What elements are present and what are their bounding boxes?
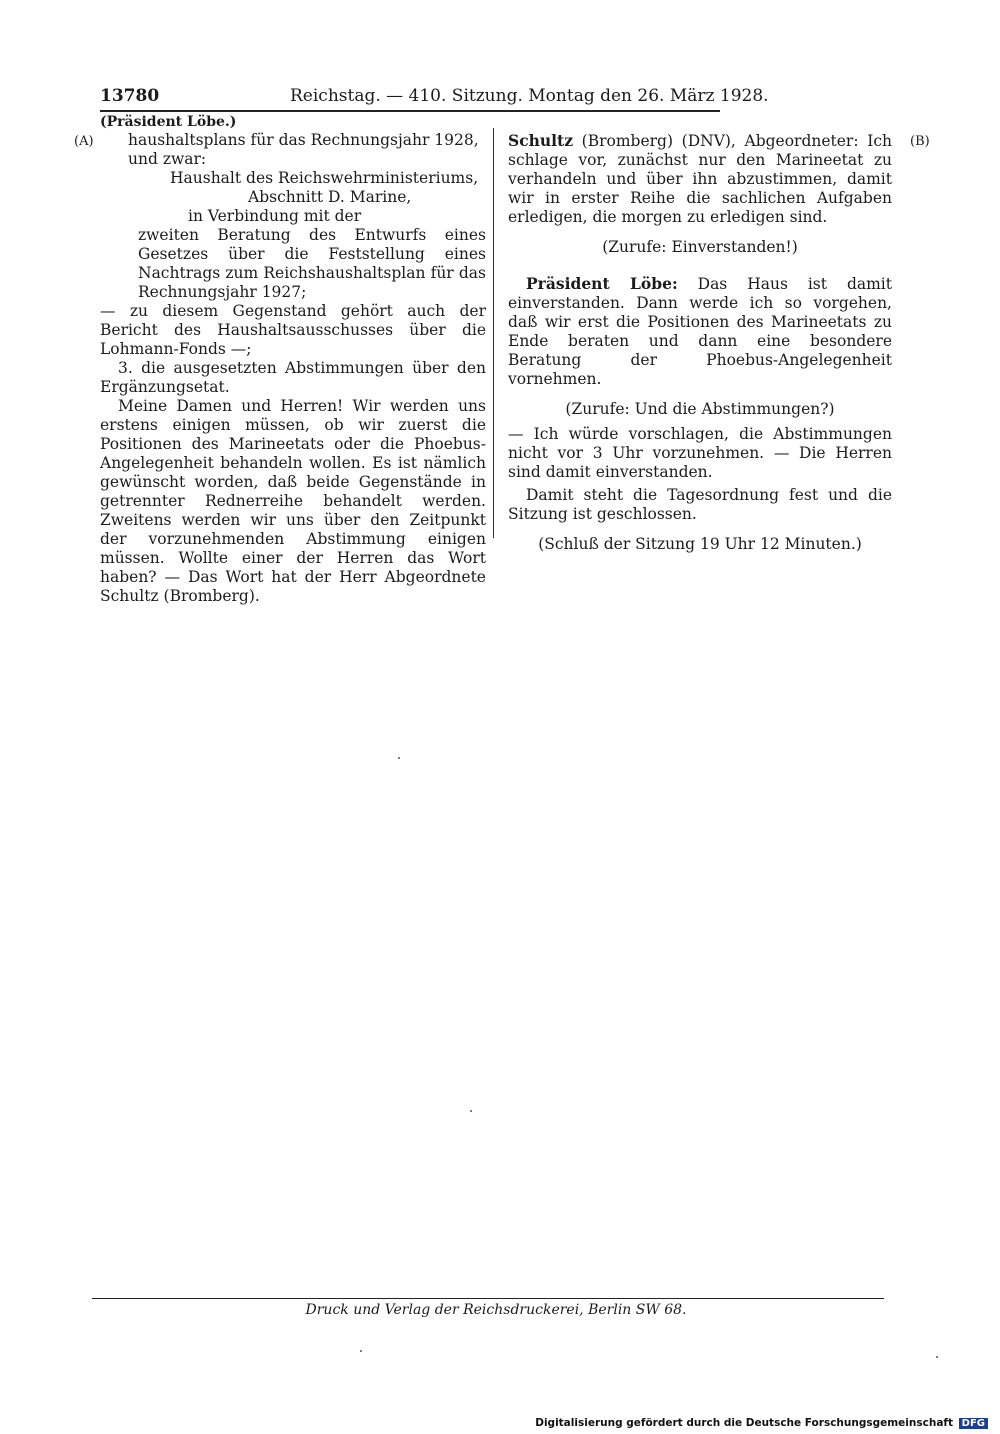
paragraph: — zu diesem Gegenstand gehört auch der Bericht des Haushaltsausschusses über die Lohmann-Fonds —; bbox=[100, 302, 486, 358]
paragraph: Damit steht die Tagesordnung fest und die Sitzung ist geschlossen. bbox=[508, 486, 892, 523]
margin-marker-left: (A) bbox=[74, 134, 94, 149]
margin-marker-right: (B) bbox=[910, 134, 930, 149]
running-header bbox=[100, 84, 769, 112]
closing-note: (Schluß der Sitzung 19 Uhr 12 Minuten.) bbox=[538, 535, 862, 553]
credit-text: Digitalisierung gefördert durch die Deutsche Forschungsgemeinschaft bbox=[535, 1417, 953, 1429]
printer-imprint: Druck und Verlag der Reichsdruckerei, Berlin SW 68. bbox=[305, 1302, 687, 1318]
paragraph: 3. die ausgesetzten Abstimmungen über den Ergänzungsetat. bbox=[100, 359, 486, 396]
text-line: und zwar: bbox=[128, 150, 207, 168]
speaker-name: Schultz bbox=[508, 131, 574, 150]
section-label: (Präsident Löbe.) bbox=[100, 114, 237, 130]
scan-speck bbox=[398, 757, 400, 759]
speaker-name: Präsident Löbe: bbox=[526, 274, 678, 293]
text-line: haushaltsplans für das Rechnungsjahr 1928, bbox=[128, 131, 479, 149]
paragraph bbox=[508, 131, 892, 227]
running-title: Reichstag. — 410. Sitzung. Montag den 26. März 1928. bbox=[290, 86, 769, 106]
paragraph: Meine Damen und Herren! Wir werden uns erstens einigen müssen, ob wir zuerst die Positionen des Marineetats oder die Phoebus-Angelegenheit behandeln wollen. Es ist nämlich gewünscht worden, daß beide Gegenstände in getrennter Rednerreihe behandelt werden. Zweitens werden wir uns über den Zeitpunkt der vorzunehmenden Abstimmung einigen müssen. Wollte einer der Herren das Wort haben? — Das Wort hat der Herr Abgeordnete Schultz (Bromberg). bbox=[100, 397, 486, 605]
scan-speck bbox=[360, 1350, 362, 1352]
speech-text: Das Haus ist damit einverstanden. Dann werde ich so vorgehen, daß wir erst die Positionen des Marineetats zu Ende beraten und dann eine besondere Beratung der Phoebus-Angelegenheit vornehmen. bbox=[508, 275, 892, 388]
speech-text: (Bromberg) (DNV), Abgeordneter: Ich schlage vor, zunächst nur den Marineetat zu verhandeln und über ihn abzustimmen, damit wir in erster Reihe die sachlichen Aufgaben erledigen, die morgen zu erledigen sind. bbox=[508, 132, 892, 226]
paragraph: zweiten Beratung des Entwurfs eines Gesetzes über die Feststellung eines Nachtrags zum Reichshaushaltsplan für das Rechnungsjahr 1927; bbox=[138, 226, 486, 301]
page-number: 13780 bbox=[100, 86, 160, 106]
digitization-credit bbox=[535, 1417, 988, 1429]
interjection: (Zurufe: Und die Abstimmungen?) bbox=[565, 400, 835, 418]
scan-speck bbox=[470, 1110, 472, 1112]
subheading: Haushalt des Reichswehrministeriums, bbox=[170, 169, 479, 187]
scan-speck bbox=[936, 1356, 938, 1358]
column-divider bbox=[493, 128, 494, 538]
dfg-logo: DFG bbox=[959, 1418, 988, 1429]
text-line: in Verbindung mit der bbox=[188, 207, 362, 225]
left-column bbox=[100, 131, 486, 606]
paragraph: — Ich würde vorschlagen, die Abstimmungen nicht vor 3 Uhr vorzunehmen. — Die Herren sind damit einverstanden. bbox=[508, 425, 892, 481]
subheading: Abschnitt D. Marine, bbox=[248, 188, 412, 206]
interjection: (Zurufe: Einverstanden!) bbox=[602, 238, 798, 256]
footer-rule bbox=[92, 1298, 884, 1299]
paragraph bbox=[508, 274, 892, 389]
right-column bbox=[508, 131, 892, 554]
